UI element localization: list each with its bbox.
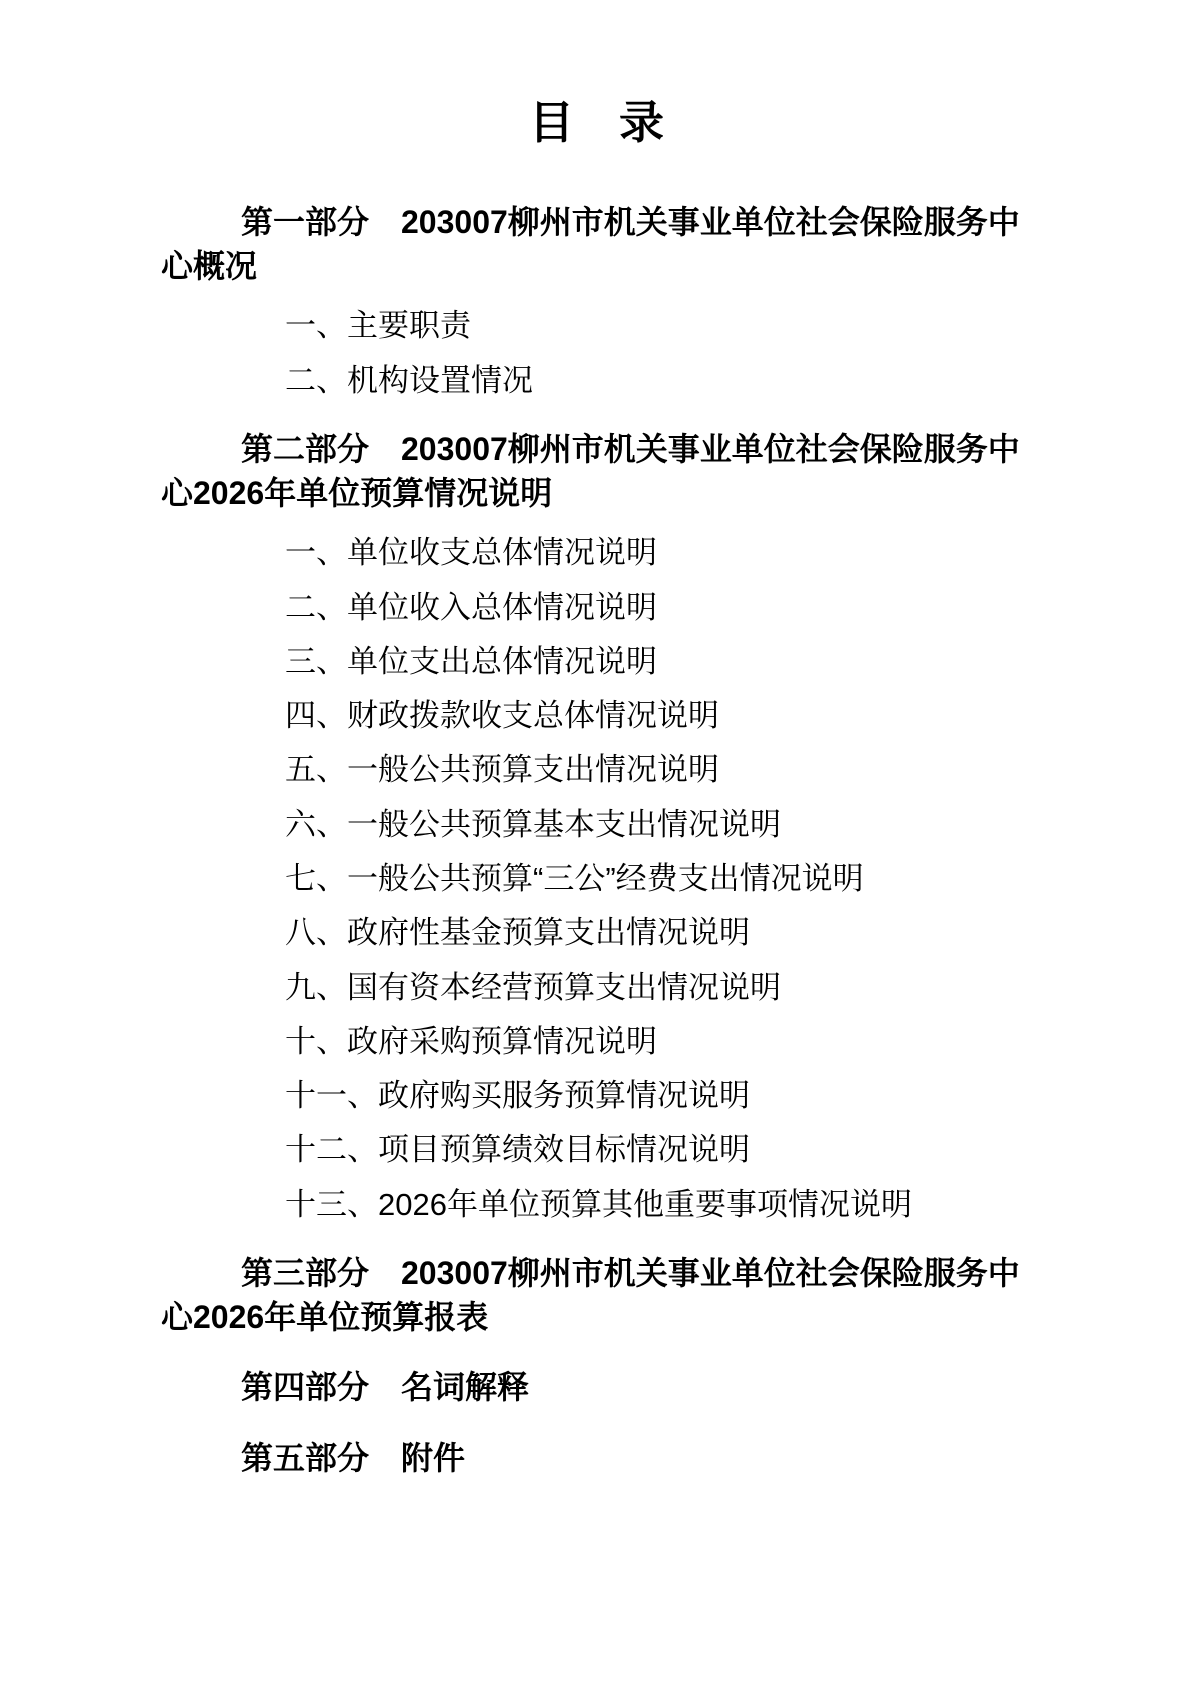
toc-part-3 [161,1251,1032,1339]
toc-part-5-heading: 第五部分 附件 [241,1439,466,1476]
toc-part-1-heading: 第一部分 203007柳州市机关事业单位社会保险服务中心概况 [161,204,1020,285]
toc-part-4 [161,1365,1032,1409]
toc-item: 五、一般公共预算支出情况说明 [285,752,719,788]
toc-item: 十二、项目预算绩效目标情况说明 [285,1132,750,1168]
toc-item: 一、单位收支总体情况说明 [285,535,657,571]
toc-item: 十三、2026年单位预算其他重要事项情况说明 [285,1186,912,1222]
toc-item: 二、机构设置情况 [285,362,533,398]
toc-part-2 [161,427,1032,1225]
toc-item: 九、国有资本经营预算支出情况说明 [285,969,781,1005]
toc-part-1 [161,200,1032,401]
toc-item: 二、单位收入总体情况说明 [285,589,657,625]
toc-title: 目 录 [528,96,664,149]
toc-part-4-heading: 第四部分 名词解释 [241,1369,530,1406]
toc-part-3-heading: 第三部分 203007柳州市机关事业单位社会保险服务中心2026年单位预算报表 [161,1255,1020,1336]
toc-item: 十、政府采购预算情况说明 [285,1023,657,1059]
toc-item: 四、财政拨款收支总体情况说明 [285,698,719,734]
toc-part-5 [161,1436,1032,1480]
toc-item: 十一、政府购买服务预算情况说明 [285,1078,750,1114]
toc-item: 三、单位支出总体情况说明 [285,643,657,679]
toc-item: 一、主要职责 [285,308,471,344]
toc-item: 七、一般公共预算“三公”经费支出情况说明 [285,861,864,896]
toc-item: 八、政府性基金预算支出情况说明 [285,915,750,951]
toc-item: 六、一般公共预算基本支出情况说明 [285,806,781,842]
toc-part-2-heading: 第二部分 203007柳州市机关事业单位社会保险服务中心2026年单位预算情况说明 [161,430,1020,512]
